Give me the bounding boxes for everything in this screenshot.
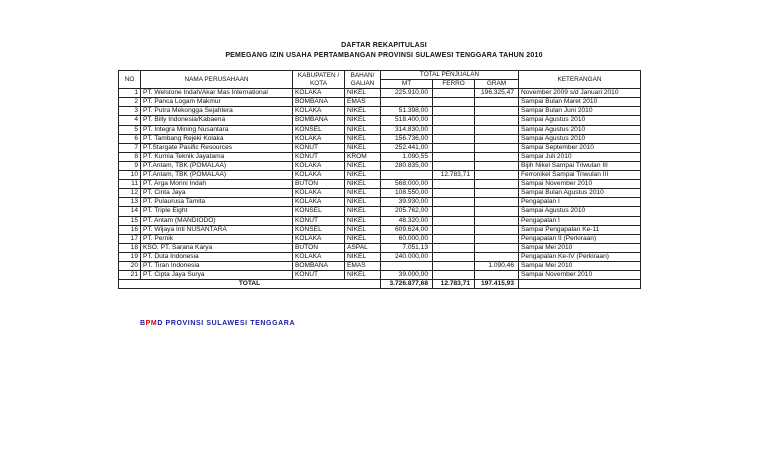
cell-no: 2 bbox=[119, 98, 141, 107]
cell-ferro: 12.783,71 bbox=[433, 171, 475, 180]
cell-notes: Bijih Nikel Sampai Triwulan III bbox=[519, 161, 641, 170]
cell-regency: BOMBANA bbox=[293, 116, 345, 125]
cell-gram bbox=[475, 234, 519, 243]
cell-ferro bbox=[433, 98, 475, 107]
table-row bbox=[119, 134, 641, 143]
cell-material: NIKEL bbox=[345, 171, 381, 180]
cell-gram bbox=[475, 125, 519, 134]
cell-no: 18 bbox=[119, 243, 141, 252]
cell-no: 12 bbox=[119, 189, 141, 198]
cell-no: 6 bbox=[119, 134, 141, 143]
cell-regency: KONUT bbox=[293, 216, 345, 225]
footer-letters-pm: PM bbox=[145, 320, 158, 327]
table-row bbox=[119, 252, 641, 261]
cell-gram bbox=[475, 271, 519, 280]
table-row bbox=[119, 125, 641, 134]
cell-ferro bbox=[433, 225, 475, 234]
table-row bbox=[119, 171, 641, 180]
cell-material: NIKEL bbox=[345, 198, 381, 207]
cell-material: NIKEL bbox=[345, 161, 381, 170]
cell-regency: KONSEL bbox=[293, 125, 345, 134]
cell-no: 5 bbox=[119, 125, 141, 134]
header-regency bbox=[293, 71, 345, 89]
header-material-line1: BAHAN/ bbox=[350, 71, 375, 79]
footer-agency bbox=[140, 320, 295, 327]
cell-ferro bbox=[433, 161, 475, 170]
header-total-sales: TOTAL PENJUALAN bbox=[381, 71, 519, 80]
cell-ferro bbox=[433, 116, 475, 125]
cell-company: PT. Tiran Indonesia bbox=[141, 261, 293, 270]
cell-ferro bbox=[433, 207, 475, 216]
cell-company: PT. Billy Indonesia/Kabaena bbox=[141, 116, 293, 125]
cell-mt: 1.090,55 bbox=[381, 152, 433, 161]
cell-notes: Pengapalan I bbox=[519, 216, 641, 225]
cell-regency: KOLAKA bbox=[293, 171, 345, 180]
cell-ferro bbox=[433, 234, 475, 243]
cell-regency: KONUT bbox=[293, 152, 345, 161]
cell-ferro bbox=[433, 261, 475, 270]
cell-notes: Sampai November 2010 bbox=[519, 271, 641, 280]
header-regency-line2: KOTA bbox=[310, 79, 327, 87]
cell-ferro bbox=[433, 243, 475, 252]
cell-no: 15 bbox=[119, 216, 141, 225]
cell-gram bbox=[475, 98, 519, 107]
cell-company: PT. Kurnia Teknik Jayatama bbox=[141, 152, 293, 161]
cell-notes: Sampai Agustus 2010 bbox=[519, 116, 641, 125]
cell-gram bbox=[475, 189, 519, 198]
cell-regency: KOLAKA bbox=[293, 252, 345, 261]
header-regency-line1: KABUPATEN / bbox=[297, 71, 340, 79]
cell-gram bbox=[475, 161, 519, 170]
cell-no: 8 bbox=[119, 152, 141, 161]
cell-material: NIKEL bbox=[345, 89, 381, 98]
cell-notes: Sampai Bulan Agustus 2010 bbox=[519, 189, 641, 198]
cell-material: NIKEL bbox=[345, 116, 381, 125]
footer-letter-b: B bbox=[140, 320, 146, 327]
cell-company: PT. Tambang Rejeki Kolaka bbox=[141, 134, 293, 143]
cell-ferro bbox=[433, 252, 475, 261]
cell-regency: KOLAKA bbox=[293, 134, 345, 143]
cell-no: 1 bbox=[119, 89, 141, 98]
cell-ferro bbox=[433, 107, 475, 116]
cell-mt: 108.550,00 bbox=[381, 189, 433, 198]
cell-notes: Sampai September 2010 bbox=[519, 143, 641, 152]
cell-ferro bbox=[433, 134, 475, 143]
cell-no: 19 bbox=[119, 252, 141, 261]
cell-company: PT.Stargate Pasific Resources bbox=[141, 143, 293, 152]
table-row bbox=[119, 243, 641, 252]
cell-ferro bbox=[433, 125, 475, 134]
cell-ferro bbox=[433, 271, 475, 280]
cell-gram bbox=[475, 180, 519, 189]
table-row bbox=[119, 152, 641, 161]
table-row bbox=[119, 116, 641, 125]
total-label: TOTAL bbox=[119, 280, 381, 289]
cell-no: 17 bbox=[119, 234, 141, 243]
cell-mt bbox=[381, 171, 433, 180]
footer-text: D PROVINSI SULAWESI TENGGARA bbox=[157, 320, 296, 327]
table-row bbox=[119, 207, 641, 216]
cell-notes: Sampai Agustus 2010 bbox=[519, 207, 641, 216]
cell-regency: KOLAKA bbox=[293, 161, 345, 170]
cell-material: NIKEL bbox=[345, 180, 381, 189]
table-row bbox=[119, 89, 641, 98]
cell-company: PT. Pulaurusa Tamita bbox=[141, 198, 293, 207]
cell-notes: Sampai Mei 2010 bbox=[519, 243, 641, 252]
document-title: DAFTAR REKAPITULASI bbox=[341, 42, 427, 49]
cell-company: PT. Cinta Jaya bbox=[141, 189, 293, 198]
cell-company: PT. Antam (MANDIODO) bbox=[141, 216, 293, 225]
cell-notes: Pengapalan I bbox=[519, 198, 641, 207]
cell-company: PT. Triple Eight bbox=[141, 207, 293, 216]
cell-mt: 48.320,00 bbox=[381, 216, 433, 225]
total-ferro: 12.783,71 bbox=[433, 280, 475, 289]
cell-regency: KOLAKA bbox=[293, 189, 345, 198]
total-gram: 197.415,93 bbox=[475, 280, 519, 289]
total-mt: 3.726.877,68 bbox=[381, 280, 433, 289]
cell-gram bbox=[475, 107, 519, 116]
cell-gram bbox=[475, 198, 519, 207]
cell-regency: BUTON bbox=[293, 243, 345, 252]
table-body bbox=[119, 89, 641, 280]
cell-no: 14 bbox=[119, 207, 141, 216]
cell-material: EMAS bbox=[345, 261, 381, 270]
total-row bbox=[119, 280, 641, 289]
cell-no: 20 bbox=[119, 261, 141, 270]
cell-mt: 280.835,00 bbox=[381, 161, 433, 170]
cell-company: PT. Welstone Indah/Akar Mas International bbox=[141, 89, 293, 98]
header-material-line2: GALIAN bbox=[350, 79, 375, 87]
cell-mt: 314.830,00 bbox=[381, 125, 433, 134]
cell-notes: Sampai Agustus 2010 bbox=[519, 134, 641, 143]
cell-notes: Sampai Bulan Juni 2010 bbox=[519, 107, 641, 116]
cell-regency: BUTON bbox=[293, 180, 345, 189]
cell-company: PT.Antam, TBK (POMALAA) bbox=[141, 161, 293, 170]
cell-ferro bbox=[433, 198, 475, 207]
header-company: NAMA PERUSAHAAN bbox=[141, 71, 293, 89]
cell-company: PT. Integra Mining Nusantara bbox=[141, 125, 293, 134]
document-subtitle: PEMEGANG IZIN USAHA PERTAMBANGAN PROVINSI SULAWESI TENGGARA TAHUN 2010 bbox=[225, 52, 543, 59]
cell-no: 11 bbox=[119, 180, 141, 189]
cell-material: NIKEL bbox=[345, 189, 381, 198]
header-ferro: FERRO bbox=[433, 80, 475, 89]
cell-notes: Ferronikel Sampai Triwulan III bbox=[519, 171, 641, 180]
table-row bbox=[119, 161, 641, 170]
header-material bbox=[345, 71, 381, 89]
table-row bbox=[119, 198, 641, 207]
cell-mt: 240.000,00 bbox=[381, 252, 433, 261]
recap-table bbox=[118, 70, 641, 289]
cell-company: PT. Duta Indonesia bbox=[141, 252, 293, 261]
cell-mt: 51.398,00 bbox=[381, 107, 433, 116]
cell-regency: KONSEL bbox=[293, 225, 345, 234]
table-row bbox=[119, 189, 641, 198]
cell-gram bbox=[475, 171, 519, 180]
cell-gram bbox=[475, 225, 519, 234]
cell-material: ASPAL bbox=[345, 243, 381, 252]
cell-mt: 205.762,00 bbox=[381, 207, 433, 216]
cell-mt: 518.400,00 bbox=[381, 116, 433, 125]
table-row bbox=[119, 143, 641, 152]
cell-gram bbox=[475, 252, 519, 261]
cell-mt: 609.624,00 bbox=[381, 225, 433, 234]
cell-notes: Sampai Mei 2010 bbox=[519, 261, 641, 270]
total-notes bbox=[519, 280, 641, 289]
cell-mt: 7.051,13 bbox=[381, 243, 433, 252]
cell-regency: KONUT bbox=[293, 143, 345, 152]
cell-material: NIKEL bbox=[345, 252, 381, 261]
table-row bbox=[119, 107, 641, 116]
cell-material: NIKEL bbox=[345, 234, 381, 243]
cell-regency: KOLAKA bbox=[293, 198, 345, 207]
cell-ferro bbox=[433, 189, 475, 198]
cell-gram bbox=[475, 134, 519, 143]
cell-material: NIKEL bbox=[345, 207, 381, 216]
table-row bbox=[119, 234, 641, 243]
cell-regency: KOLAKA bbox=[293, 107, 345, 116]
cell-company: PT. Cipta Jaya Surya bbox=[141, 271, 293, 280]
cell-notes: Sampai November 2010 bbox=[519, 180, 641, 189]
cell-mt bbox=[381, 98, 433, 107]
cell-material: KROM bbox=[345, 152, 381, 161]
cell-company: KSO. PT. Sarana Karya bbox=[141, 243, 293, 252]
cell-gram bbox=[475, 207, 519, 216]
cell-no: 4 bbox=[119, 116, 141, 125]
cell-no: 3 bbox=[119, 107, 141, 116]
cell-material: NIKEL bbox=[345, 134, 381, 143]
cell-company: PT. Panca Logam Makmur bbox=[141, 98, 293, 107]
cell-notes: November 2009 s/d Januari 2010 bbox=[519, 89, 641, 98]
cell-company: PT. Arga Morini Indah bbox=[141, 180, 293, 189]
cell-no: 7 bbox=[119, 143, 141, 152]
table-row bbox=[119, 98, 641, 107]
cell-mt: 568.000,00 bbox=[381, 180, 433, 189]
cell-mt bbox=[381, 261, 433, 270]
cell-no: 10 bbox=[119, 171, 141, 180]
header-no: NO bbox=[119, 71, 141, 89]
cell-ferro bbox=[433, 89, 475, 98]
cell-gram bbox=[475, 152, 519, 161]
cell-gram bbox=[475, 116, 519, 125]
table-row bbox=[119, 271, 641, 280]
cell-material: NIKEL bbox=[345, 225, 381, 234]
cell-notes: Sampai Agustus 2010 bbox=[519, 125, 641, 134]
cell-ferro bbox=[433, 216, 475, 225]
cell-mt: 39.000,00 bbox=[381, 271, 433, 280]
cell-company: PT.Antam, TBK (POMALAA) bbox=[141, 171, 293, 180]
cell-regency: KONUT bbox=[293, 271, 345, 280]
cell-gram: 1.090,46 bbox=[475, 261, 519, 270]
cell-material: EMAS bbox=[345, 98, 381, 107]
table-row bbox=[119, 261, 641, 270]
cell-gram bbox=[475, 143, 519, 152]
cell-gram bbox=[475, 216, 519, 225]
cell-company: PT. Pernik bbox=[141, 234, 293, 243]
cell-mt: 225.910,00 bbox=[381, 89, 433, 98]
cell-mt: 39.930,00 bbox=[381, 198, 433, 207]
table-row bbox=[119, 225, 641, 234]
cell-material: NIKEL bbox=[345, 216, 381, 225]
cell-no: 9 bbox=[119, 161, 141, 170]
table-row bbox=[119, 180, 641, 189]
cell-ferro bbox=[433, 152, 475, 161]
cell-material: NIKEL bbox=[345, 143, 381, 152]
cell-regency: KONSEL bbox=[293, 207, 345, 216]
cell-material: NIKEL bbox=[345, 271, 381, 280]
cell-regency: KOLAKA bbox=[293, 234, 345, 243]
header-mt: MT bbox=[381, 80, 433, 89]
cell-ferro bbox=[433, 143, 475, 152]
cell-regency: BOMBANA bbox=[293, 98, 345, 107]
cell-material: NIKEL bbox=[345, 125, 381, 134]
cell-notes: Sampai Pengapalan Ke-11 bbox=[519, 225, 641, 234]
table-row bbox=[119, 216, 641, 225]
cell-ferro bbox=[433, 180, 475, 189]
cell-material: NIKEL bbox=[345, 107, 381, 116]
cell-notes: Pengapalan Ke-IV (Perkiraan) bbox=[519, 252, 641, 261]
cell-notes: Sampai Bulan Maret 2010 bbox=[519, 98, 641, 107]
cell-no: 13 bbox=[119, 198, 141, 207]
cell-mt: 60.000,00 bbox=[381, 234, 433, 243]
header-gram: GRAM bbox=[475, 80, 519, 89]
cell-gram bbox=[475, 243, 519, 252]
cell-company: PT. Wijaya Inti NUSANTARA bbox=[141, 225, 293, 234]
cell-regency: BOMBANA bbox=[293, 261, 345, 270]
cell-regency: KOLAKA bbox=[293, 89, 345, 98]
cell-notes: Sampai Juli 2010 bbox=[519, 152, 641, 161]
cell-no: 21 bbox=[119, 271, 141, 280]
cell-mt: 156.736,00 bbox=[381, 134, 433, 143]
cell-mt: 252.441,00 bbox=[381, 143, 433, 152]
cell-no: 16 bbox=[119, 225, 141, 234]
header-notes: KETERANGAN bbox=[519, 71, 641, 89]
cell-notes: Pengapalan II (Perkiraan) bbox=[519, 234, 641, 243]
cell-company: PT. Putra Mekongga Sejahtera bbox=[141, 107, 293, 116]
cell-gram: 196.325,47 bbox=[475, 89, 519, 98]
